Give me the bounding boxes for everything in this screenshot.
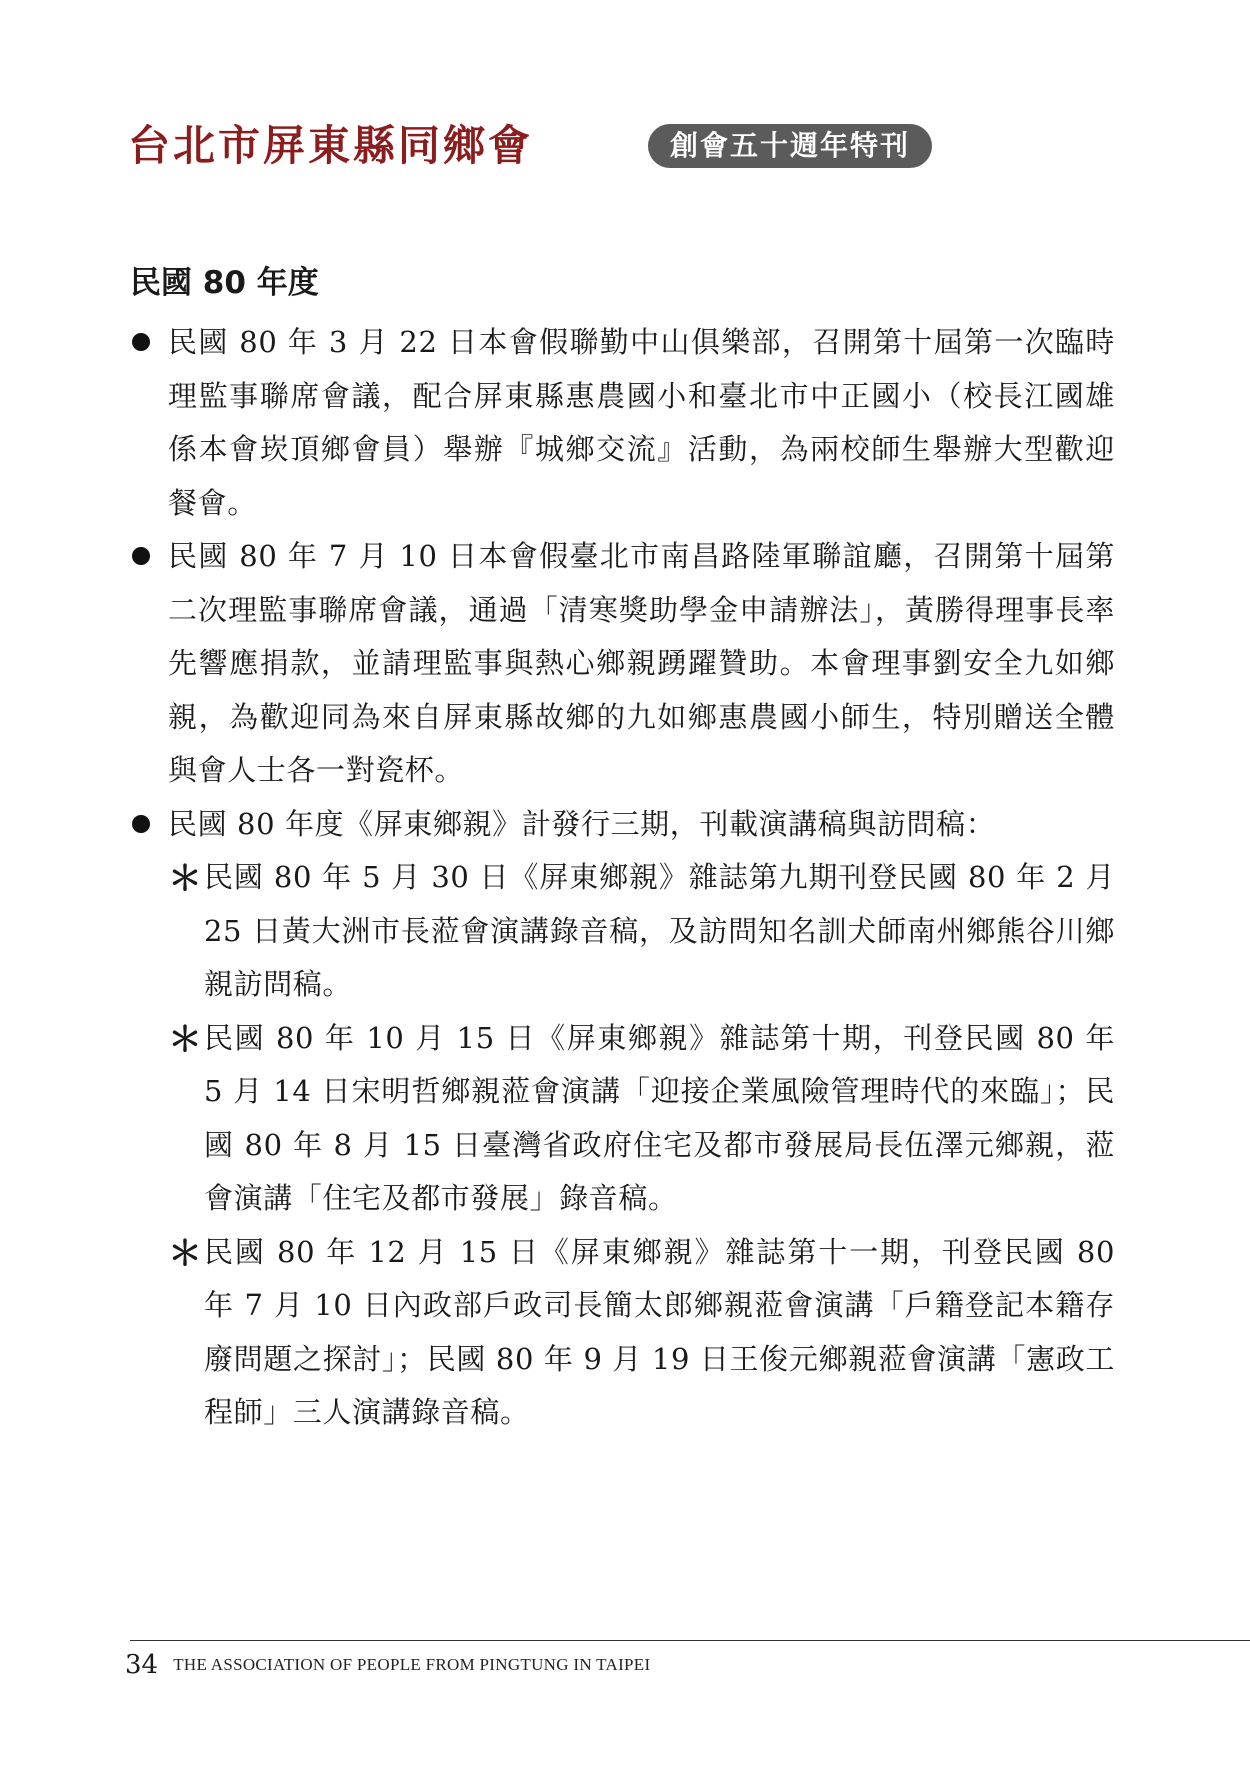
footer-divider — [130, 1640, 1250, 1641]
asterisk-icon: ＊ — [168, 1233, 203, 1274]
list-item — [130, 530, 1115, 798]
asterisk-icon: ＊ — [168, 1019, 203, 1060]
page-number: 34 — [125, 1650, 159, 1680]
asterisk-icon: ＊ — [168, 859, 203, 899]
sub-list-item — [168, 1012, 1115, 1226]
bullet-dot-icon — [132, 815, 150, 833]
page-footer — [125, 1650, 650, 1690]
list-item-text: 民國 80 年 7 月 10 日本會假臺北市南昌路陸軍聯誼廳，召開第十屆第二次理監事聯席會議，通過「清寒獎助學金申請辦法」，黃勝得理事長率先響應捐款，並請理監事與熱心鄉親踴躍贊助。本會理事劉安全九如鄉親，為歡迎同為來自屏東縣故鄉的九如鄉惠農國小師生，特別贈送全體與會人士各一對瓷杯。 — [168, 539, 1115, 787]
bullet-dot-icon — [132, 547, 150, 565]
bullet-dot-icon — [132, 333, 150, 351]
sub-list-item-text: 民國 80 年 10 月 15 日《屏東鄉親》雜誌第十期，刊登民國 80 年 5 月 14 日宋明哲鄉親蒞會演講「迎接企業風險管理時代的來臨」；民國 80 年 8 月 15 日臺灣省政府住宅及都市發展局長伍澤元鄉親，蒞會演講「住宅及都市發展」錄音稿。 — [204, 1020, 1115, 1215]
list-item — [130, 316, 1115, 530]
footer-text: THE ASSOCIATION OF PEOPLE FROM PINGTUNG IN TAIPEI — [173, 1655, 651, 1674]
sub-list-item-text: 民國 80 年 5 月 30 日《屏東鄉親》雜誌第九期刊登民國 80 年 2 月 25 日黃大洲市長蒞會演講錄音稿，及訪問知名訓犬師南州鄉熊谷川鄉親訪問稿。 — [204, 860, 1115, 1001]
page-header — [128, 118, 1128, 174]
issue-badge: 創會五十週年特刊 — [648, 124, 932, 168]
main-content — [130, 258, 1115, 1440]
sub-list-item-text: 民國 80 年 12 月 15 日《屏東鄉親》雜誌第十一期，刊登民國 80 年 7 月 10 日內政部戶政司長簡太郎鄉親蒞會演講「戶籍登記本籍存廢問題之探討」；民國 80 年 9 月 19 日王俊元鄉親蒞會演講「憲政工程師」三人演講錄音稿。 — [204, 1234, 1115, 1429]
list-item-text: 民國 80 年度《屏東鄉親》計發行三期，刊載演講稿與訪問稿： — [168, 806, 996, 841]
sub-list — [168, 851, 1115, 1440]
sub-list-item — [168, 851, 1115, 1012]
org-title: 台北市屏東縣同鄉會 — [128, 121, 534, 170]
list-item-text: 民國 80 年 3 月 22 日本會假聯勤中山俱樂部，召開第十屆第一次臨時理監事聯席會議，配合屏東縣惠農國小和臺北市中正國小（校長江國雄係本會崁頂鄉會員）舉辦『城鄉交流』活動，為兩校師生舉辦大型歡迎餐會。 — [168, 325, 1115, 520]
section-heading: 民國 80 年度 — [130, 265, 319, 301]
sub-list-item — [168, 1226, 1115, 1440]
list-item — [130, 798, 1115, 852]
